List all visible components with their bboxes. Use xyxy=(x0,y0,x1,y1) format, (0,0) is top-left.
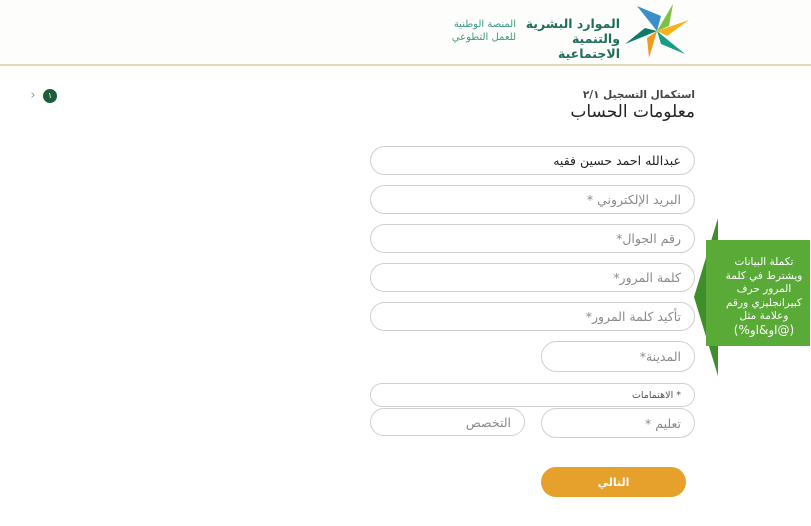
specialty-placeholder: التخصص xyxy=(465,414,511,430)
current-step-indicator: ١ xyxy=(43,89,57,103)
ministry-name-line2: والتنمية الاجتماعية xyxy=(558,31,620,61)
confirm-password-field[interactable] xyxy=(370,302,695,331)
password-field[interactable] xyxy=(370,263,695,292)
password-hint-text xyxy=(722,256,806,337)
confirm-password-placeholder: تأكيد كلمة المرور* xyxy=(585,309,681,324)
next-button[interactable]: التالي xyxy=(541,467,686,497)
platform-name xyxy=(430,18,516,44)
ministry-name xyxy=(512,16,620,61)
specialty-select[interactable] xyxy=(370,408,525,436)
city-placeholder: المدينة* xyxy=(639,349,681,364)
hint-line-5: وعلامة مثل xyxy=(739,310,789,322)
site-header xyxy=(0,0,811,64)
hint-line-2: ويشترط في كلمة xyxy=(725,269,803,282)
email-field[interactable] xyxy=(370,185,695,214)
interests-label: * الاهتمامات xyxy=(631,389,681,401)
email-placeholder: البريد الإلكتروني * xyxy=(586,192,681,207)
city-select[interactable] xyxy=(541,341,695,372)
mobile-field[interactable] xyxy=(370,224,695,253)
step-label: استكمال التسجيل ٢/١ xyxy=(582,89,695,101)
hint-line-3: المرور حرف xyxy=(736,283,792,295)
mobile-placeholder: رقم الجوال* xyxy=(616,231,681,246)
interests-field[interactable] xyxy=(370,383,695,407)
password-placeholder: كلمة المرور* xyxy=(613,270,681,285)
ministry-logo-icon xyxy=(625,4,689,58)
education-placeholder: تعليم * xyxy=(645,415,681,431)
full-name-field[interactable] xyxy=(370,146,695,175)
hint-line-1: تكملة البيانات xyxy=(734,256,794,268)
education-select[interactable] xyxy=(541,408,695,438)
hint-line-4: كبيرانجليزي ورقم xyxy=(726,296,802,309)
page-title: معلومات الحساب xyxy=(570,102,695,122)
full-name-value: عبدالله احمد حسين فقيه xyxy=(553,153,681,168)
hint-line-6: (@او&او%) xyxy=(733,322,795,337)
chevron-right-icon[interactable]: › xyxy=(30,88,36,103)
step-progress xyxy=(27,88,59,104)
header-divider xyxy=(0,64,811,66)
platform-name-line2: للعمل التطوعي xyxy=(451,32,516,43)
ministry-name-line1: الموارد البشرية xyxy=(525,16,620,31)
platform-name-line1: المنصة الوطنية xyxy=(453,19,516,30)
